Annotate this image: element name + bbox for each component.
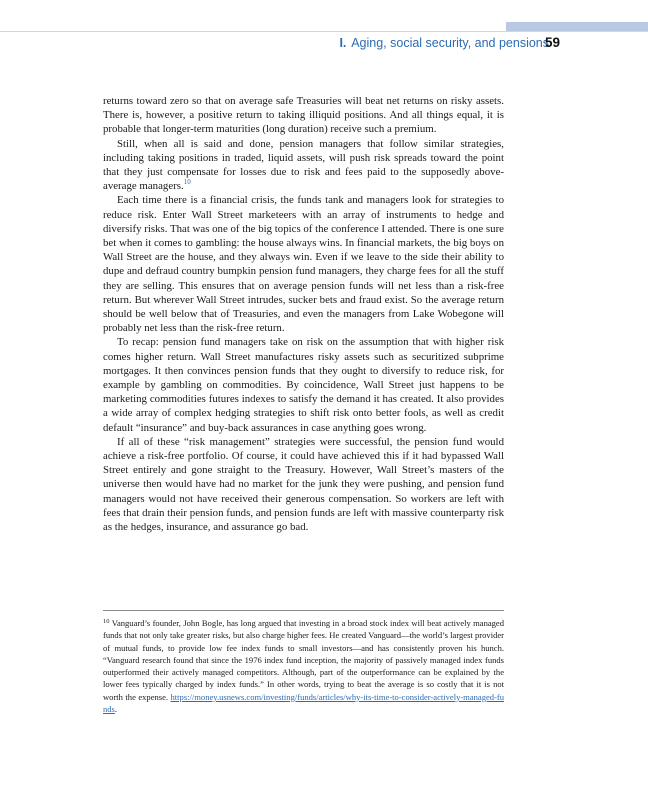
footnote-reference[interactable]: 10 bbox=[183, 178, 191, 187]
paragraph: returns toward zero so that on average safe Treasuries will beat net returns on risky assets. There is, however, a positive return to taking illiquid positions. And all things equal, it is probable that longer-term maturities (long duration) receive such a premium. bbox=[103, 95, 504, 136]
body-text bbox=[103, 94, 504, 534]
paragraph-text: Still, when all is said and done, pension managers that follow similar strategies, including taking positions in traded, liquid assets, will push risk spreads toward the point that they just compensate for losses due to risk and fees paid to the supposedly above-average managers. bbox=[103, 137, 504, 193]
section-title: Aging, social security, and pensions bbox=[351, 36, 549, 50]
paragraph bbox=[103, 137, 504, 194]
page-number: 59 bbox=[544, 35, 560, 50]
footnote-divider bbox=[103, 610, 504, 611]
footnote bbox=[103, 617, 504, 715]
paragraph: To recap: pension fund managers take on risk on the assumption that with higher risk comes higher return. Wall Street manufactures risky assets such as securitized subprime mortgages. It then convinces pension funds that they ought to diversify to reduce risk, for example by gambling on commodities. By coincidence, Wall Street just happens to be marketing commodities futures indexes to satisfy the demand it has created. It also provides a wide array of complex hedging strategies to shift risk onto better fools, as well as credit default “insurance” and buy-back assurances in case anything goes wrong. bbox=[103, 336, 504, 434]
footnote-number: 10 bbox=[103, 618, 110, 625]
footnote-link[interactable]: https://money.usnews.com/investing/funds/articles/why-its-time-to-consider-actively-managed-funds bbox=[103, 691, 505, 714]
footnote-text: Vanguard’s founder, John Bogle, has long argued that investing in a broad stock index will beat actively managed funds that not only take greater risks, but also charge higher fees. He created Vanguard—the world’s largest provider of mutual funds, to provide low fee index funds to small investors—and has consistently proven his hunch. “Vanguard research found that since the 1976 index fund inception, the majority of passively managed index funds outperformed their actively managed competitors. Although, part of the outperformance can be explained by the lower fees typically charged by index funds.” In other words, trying to beat the average is so costly that it is not worth the expense. bbox=[103, 618, 504, 702]
header-rule bbox=[0, 31, 648, 32]
section-number: I. bbox=[339, 36, 347, 50]
paragraph: Each time there is a financial crisis, the funds tank and managers look for strategies to reduce risk. Enter Wall Street marketeers with an array of instruments to hedge and diversify risks. That was one of the big topics of the conference I attended. There is one sure bet when it comes to gambling: the house always wins. In financial markets, the big boys on Wall Street are the house, and they always win. Even if we leave to the side their ability to dupe and defraud country bumpkin pension fund managers, they charge fees for all the stuff they are selling. This ensures that on average pension funds will net less than a risk-free return. But wherever Wall Street intrudes, sucker bets and fraud exist. So the average return should be well below that of Treasuries, and even the managers from Lake Wobegone will probably net less than the risk-free return. bbox=[103, 194, 504, 335]
running-head bbox=[200, 36, 549, 50]
footnote-period: . bbox=[114, 703, 118, 714]
header-accent-bar bbox=[506, 22, 648, 31]
paragraph: If all of these “risk management” strategies were successful, the pension fund would achieve a risk-free portfolio. Of course, it could have achieved this if it had bypassed Wall Street entirely and gone straight to the Treasury. However, Wall Street’s masters of the universe then would have had no market for the junk they were pushing, and pension fund managers would not have received their generous compensation. So workers are left with fees that drain their pension funds, and pension funds are left with massive counterparty risk as the hedges, insurance, and assurance go bad. bbox=[103, 435, 504, 534]
